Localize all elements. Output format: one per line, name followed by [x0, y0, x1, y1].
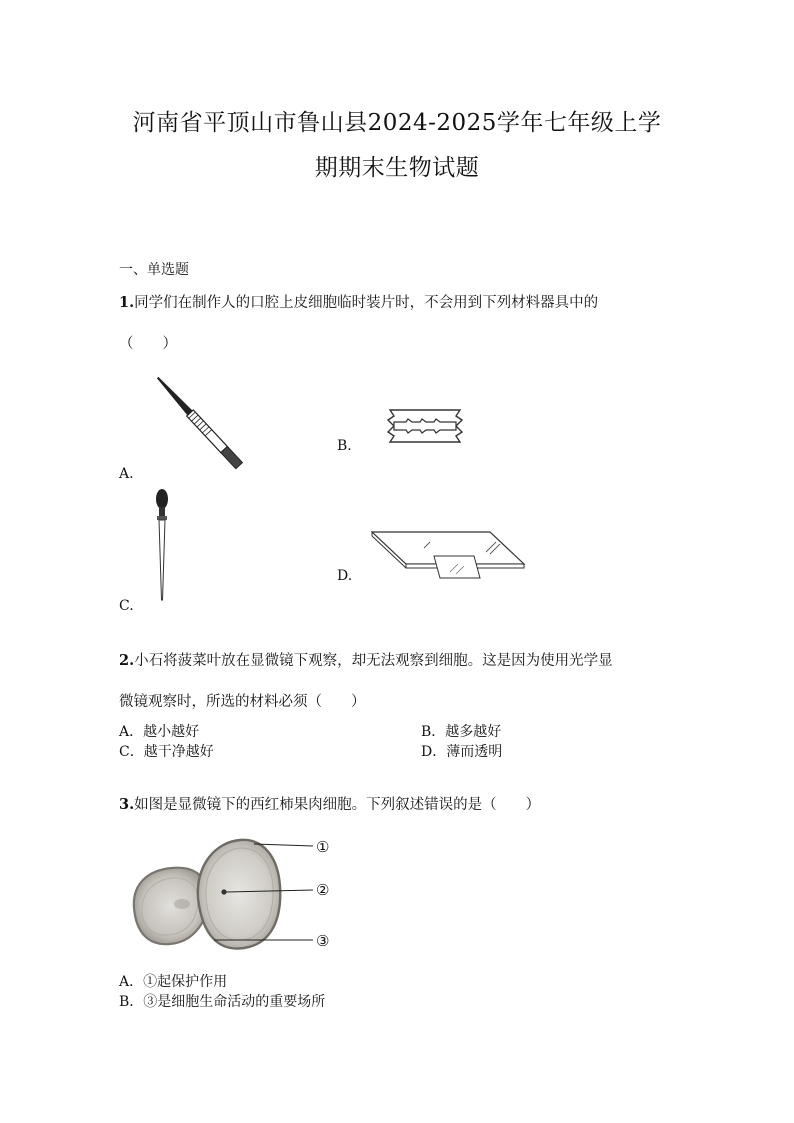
q3-option-a[interactable]: A．①起保护作用 [119, 974, 228, 990]
q3-option-b[interactable]: B．③是细胞生命活动的重要场所 [119, 994, 326, 1010]
q1-paren: （ ） [119, 336, 177, 352]
q1-option-a[interactable]: A. [119, 466, 134, 482]
cell-label-2: ② [316, 881, 330, 899]
q2-option-a[interactable]: A．越小越好 [119, 724, 200, 740]
cell-label-1: ① [316, 838, 330, 856]
cell-label-3: ③ [316, 932, 330, 950]
page-title-line2: 期期末生物试题 [314, 155, 480, 181]
tomato-cell-micrograph [126, 834, 326, 960]
q2-option-d[interactable]: D．薄而透明 [421, 744, 503, 760]
q1-number: 1. [119, 294, 135, 311]
dropper-icon [150, 486, 174, 602]
q2-stem-line2: 微镜观察时，所选的材料必须（ ） [119, 694, 366, 710]
q2-option-b[interactable]: B．越多越好 [421, 724, 502, 740]
section-heading: 一、单选题 [119, 262, 189, 278]
slide-coverslip-icon [368, 526, 528, 584]
page-title-line1: 河南省平顶山市鲁山县2024-2025学年七年级上学 [132, 110, 662, 136]
q2-number: 2. [119, 652, 135, 669]
q1-stem: 同学们在制作人的口腔上皮细胞临时装片时，不会用到下列材料器具中的 [134, 295, 599, 311]
q3-stem-row [119, 793, 540, 814]
q2-stem-line1: 小石将菠菜叶放在显微镜下观察，却无法观察到细胞。这是因为使用光学显 [134, 653, 613, 669]
tweezers-icon [145, 368, 245, 476]
q1-option-b[interactable]: B. [337, 438, 352, 454]
q1-option-c[interactable]: C. [119, 598, 134, 614]
q2-stem-row [119, 649, 613, 670]
q3-number: 3. [119, 796, 135, 813]
razor-blade-icon [384, 408, 466, 444]
q1-option-d[interactable]: D. [337, 568, 353, 584]
q1-stem-row [119, 291, 598, 312]
q3-stem: 如图是显微镜下的西红柿果肉细胞。下列叙述错误的是（ ） [134, 797, 541, 813]
q2-option-c[interactable]: C．越干净越好 [119, 744, 214, 760]
